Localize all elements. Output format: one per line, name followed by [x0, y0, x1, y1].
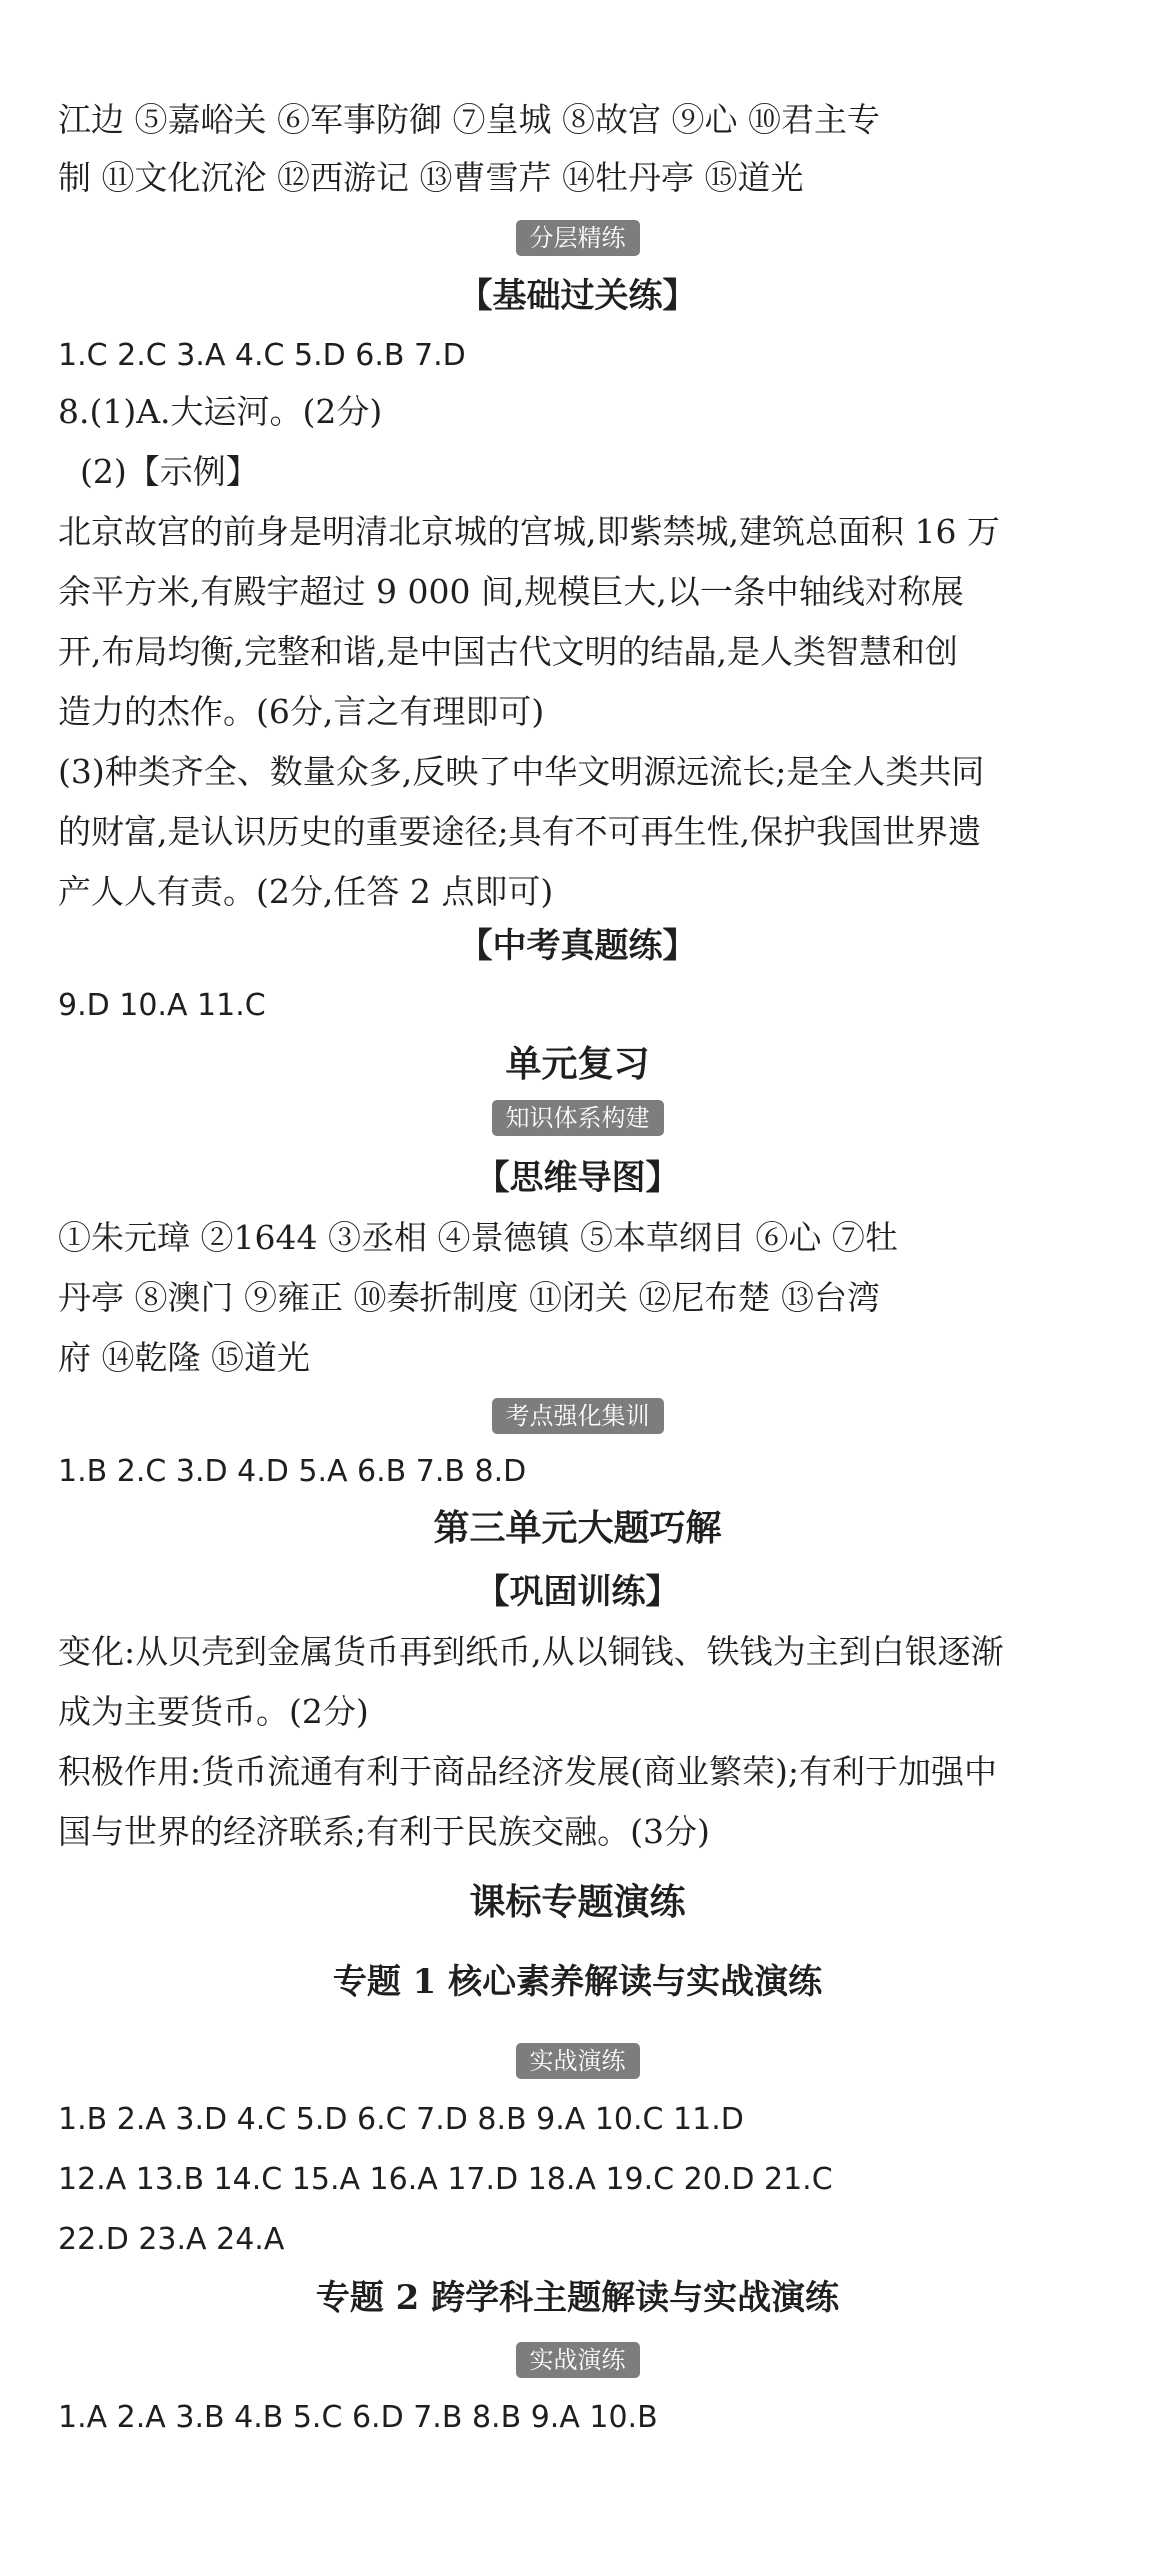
answer-line: 12.A 13.B 14.C 15.A 16.A 17.D 18.A 19.C 20.D 21.C	[58, 2162, 833, 2197]
unit-title: 单元复习	[505, 1043, 650, 1085]
paragraph-line: 成为主要货币。(2分)	[58, 1692, 369, 1731]
paragraph-line: 造力的杰作。(6分,言之有理即可)	[58, 692, 545, 731]
section-heading: 【思维导图】	[475, 1158, 680, 1198]
answer-line: 制 ⑪文化沉沦 ⑫西游记 ⑬曹雪芹 ⑭牡丹亭 ⑮道光	[58, 158, 804, 197]
paragraph-line: 北京故宫的前身是明清北京城的宫城,即紫禁城,建筑总面积 16 万	[58, 512, 1000, 551]
section-heading: 【中考真题练】	[458, 926, 697, 966]
topic-title: 专题 2 跨学科主题解读与实战演练	[315, 2278, 840, 2318]
answer-line: ①朱元璋 ②1644 ③丞相 ④景德镇 ⑤本草纲目 ⑥心 ⑦牡	[58, 1218, 898, 1257]
answer-line: 8.(1)A.大运河。(2分)	[58, 392, 383, 431]
topic-title: 专题 1 核心素养解读与实战演练	[332, 1962, 823, 2002]
paragraph-line: 开,布局均衡,完整和谐,是中国古代文明的结晶,是人类智慧和创	[58, 632, 958, 671]
section-heading: 【巩固训练】	[475, 1572, 680, 1612]
unit-title: 第三单元大题巧解	[433, 1507, 722, 1549]
answer-line: 1.B 2.A 3.D 4.C 5.D 6.C 7.D 8.B 9.A 10.C 11.D	[58, 2102, 744, 2137]
paragraph-line: 变化:从贝壳到金属货币再到纸币,从以铜钱、铁钱为主到白银逐渐	[58, 1632, 1004, 1671]
paragraph-line: (3)种类齐全、数量众多,反映了中华文明源远流长;是全人类共同	[58, 752, 985, 791]
answer-line: 1.A 2.A 3.B 4.B 5.C 6.D 7.B 8.B 9.A 10.B	[58, 2400, 658, 2435]
answer-line: 1.C 2.C 3.A 4.C 5.D 6.B 7.D	[58, 338, 466, 373]
section-badge: 实战演练	[516, 2043, 640, 2079]
section-badge: 知识体系构建	[492, 1100, 664, 1136]
section-heading: 【基础过关练】	[458, 276, 697, 316]
paragraph-line: 余平方米,有殿宇超过 9 000 间,规模巨大,以一条中轴线对称展	[58, 572, 964, 611]
answer-line: (2)【示例】	[80, 452, 259, 491]
answer-line: 22.D 23.A 24.A	[58, 2222, 285, 2257]
section-badge: 实战演练	[516, 2342, 640, 2378]
section-badge: 考点强化集训	[492, 1398, 664, 1434]
answer-line: 府 ⑭乾隆 ⑮道光	[58, 1338, 310, 1377]
answer-line: 1.B 2.C 3.D 4.D 5.A 6.B 7.B 8.D	[58, 1454, 527, 1489]
paragraph-line: 产人人有责。(2分,任答 2 点即可)	[58, 872, 554, 911]
paragraph-line: 的财富,是认识历史的重要途径;具有不可再生性,保护我国世界遗	[58, 812, 982, 851]
answer-line: 江边 ⑤嘉峪关 ⑥军事防御 ⑦皇城 ⑧故宫 ⑨心 ⑩君主专	[58, 100, 880, 139]
section-badge: 分层精练	[516, 220, 640, 256]
answer-line: 9.D 10.A 11.C	[58, 988, 266, 1023]
paragraph-line: 国与世界的经济联系;有利于民族交融。(3分)	[58, 1812, 710, 1851]
paragraph-line: 积极作用:货币流通有利于商品经济发展(商业繁荣);有利于加强中	[58, 1752, 997, 1791]
answer-line: 丹亭 ⑧澳门 ⑨雍正 ⑩奏折制度 ⑪闭关 ⑫尼布楚 ⑬台湾	[58, 1278, 880, 1317]
unit-title: 课标专题演练	[469, 1881, 686, 1923]
